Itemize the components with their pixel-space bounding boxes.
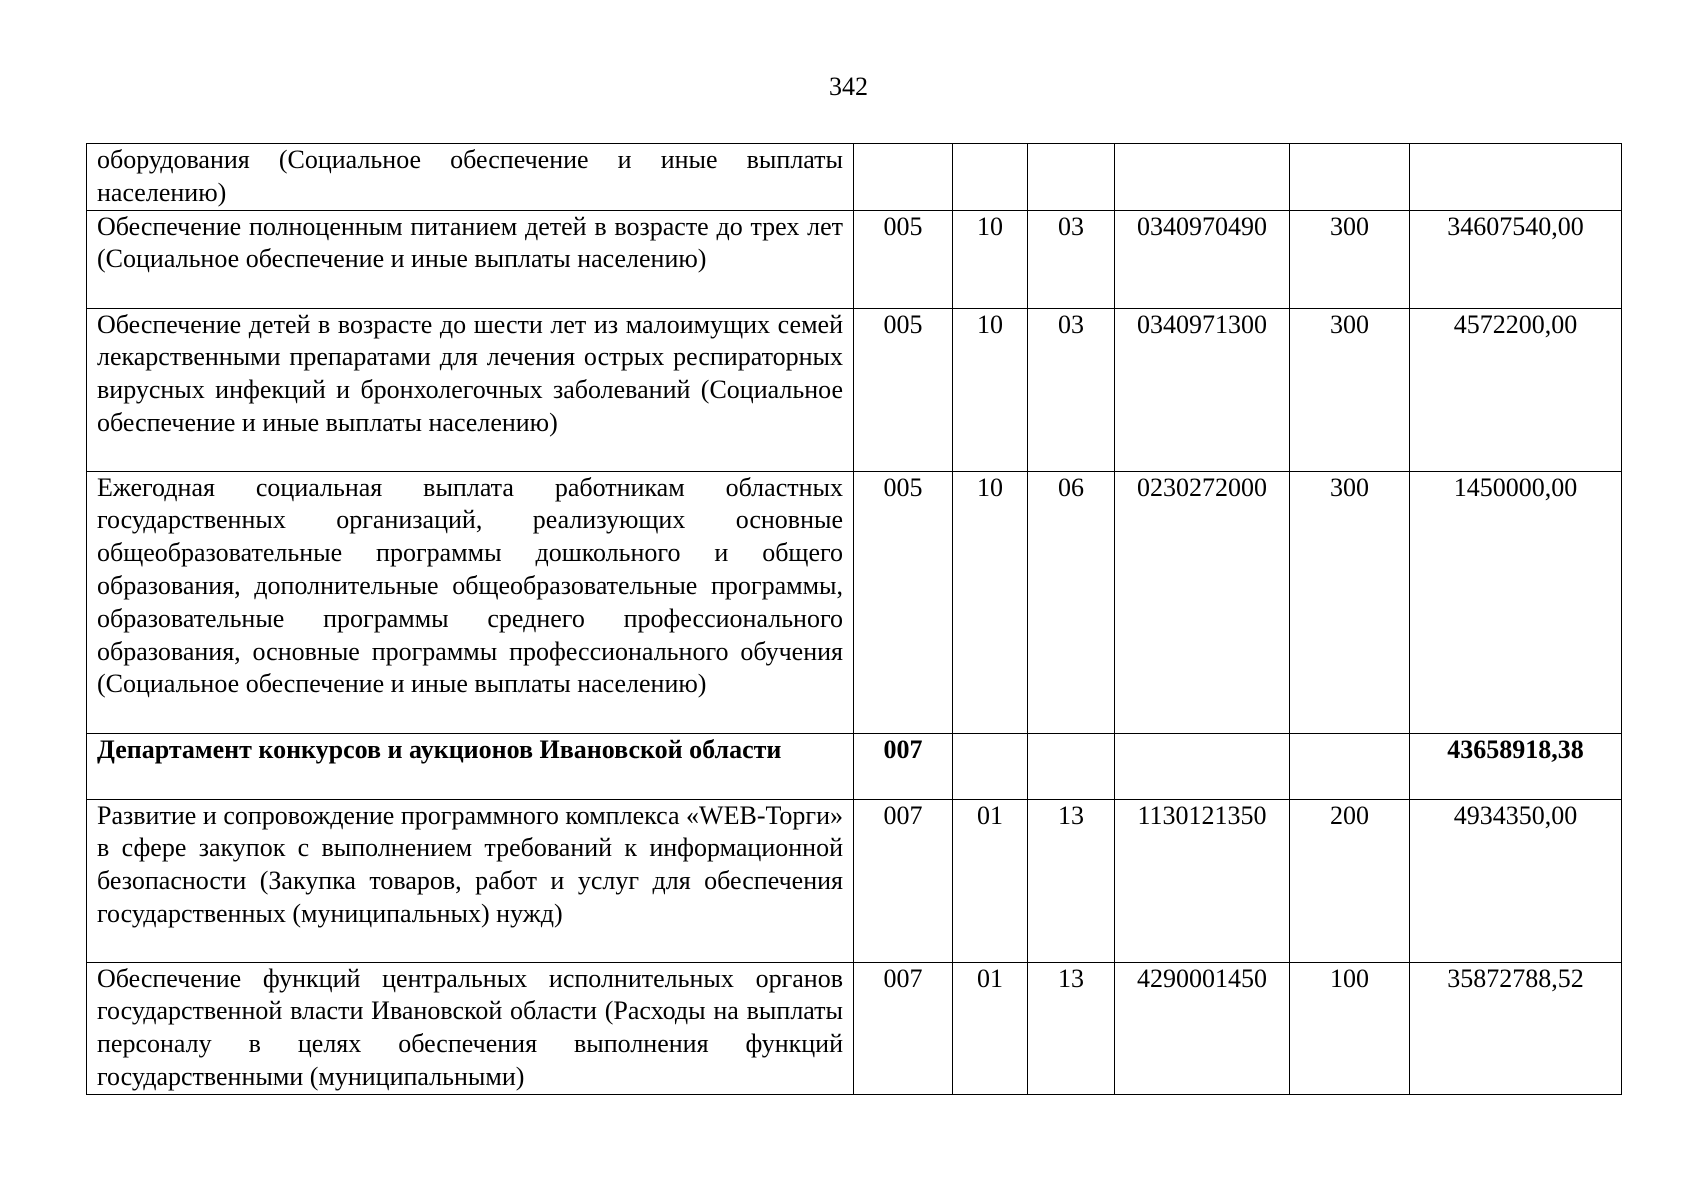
target-article-cell: 0230272000 [1115,471,1290,733]
amount-cell: 4572200,00 [1410,308,1622,471]
page-number: 342 [829,72,868,101]
description-cell: Обеспечение функций центральных исполнительных органов государственной власти Ивановской области (Расходы на выплаты персоналу в целях обеспечения выполнения функций государственными (муниципальными) [87,962,854,1094]
amount-cell: 4934350,00 [1410,799,1622,962]
ministry-code-cell [854,144,953,211]
expense-type-cell: 100 [1290,962,1410,1094]
expense-type-cell: 300 [1290,210,1410,308]
ministry-code-cell: 007 [854,733,953,799]
section-code-cell: 01 [953,962,1028,1094]
table-body [87,144,1622,1095]
ministry-code-cell: 005 [854,210,953,308]
ministry-code-cell: 005 [854,308,953,471]
description-cell: Развитие и сопровождение программного комплекса «WEB-Торги» в сфере закупок с выполнением требований к информационной безопасности (Закупка товаров, работ и услуг для обеспечения государственных (муниципальных) нужд) [87,799,854,962]
target-article-cell [1115,733,1290,799]
subsection-code-cell: 06 [1028,471,1115,733]
budget-table [86,143,1622,1095]
ministry-code-cell: 005 [854,471,953,733]
amount-cell: 43658918,38 [1410,733,1622,799]
expense-type-cell: 200 [1290,799,1410,962]
table-row [87,733,1622,799]
section-code-cell [953,733,1028,799]
amount-cell [1410,144,1622,211]
ministry-code-cell: 007 [854,799,953,962]
ministry-code-cell: 007 [854,962,953,1094]
expense-type-cell: 300 [1290,471,1410,733]
section-code-cell: 01 [953,799,1028,962]
target-article-cell: 0340970490 [1115,210,1290,308]
amount-cell: 35872788,52 [1410,962,1622,1094]
expense-type-cell [1290,144,1410,211]
table-row [87,210,1622,308]
subsection-code-cell: 03 [1028,308,1115,471]
section-code-cell: 10 [953,471,1028,733]
amount-cell: 34607540,00 [1410,210,1622,308]
target-article-cell: 4290001450 [1115,962,1290,1094]
amount-cell: 1450000,00 [1410,471,1622,733]
subsection-code-cell [1028,144,1115,211]
table-row [87,144,1622,211]
section-code-cell: 10 [953,308,1028,471]
section-code-cell [953,144,1028,211]
subsection-code-cell: 13 [1028,799,1115,962]
description-cell: оборудования (Социальное обеспечение и иные выплаты населению) [87,144,854,211]
table-row [87,799,1622,962]
description-cell: Ежегодная социальная выплата работникам областных государственных организаций, реализующих основные общеобразовательные программы дошкольного и общего образования, дополнительные общеобразовательные программы, образовательные программы среднего профессионального образования, основные программы профессионального обучения (Социальное обеспечение и иные выплаты населению) [87,471,854,733]
table-row [87,471,1622,733]
section-code-cell: 10 [953,210,1028,308]
expense-type-cell: 300 [1290,308,1410,471]
table-row [87,308,1622,471]
target-article-cell [1115,144,1290,211]
target-article-cell: 1130121350 [1115,799,1290,962]
description-cell: Обеспечение детей в возрасте до шести лет из малоимущих семей лекарственными препаратами для лечения острых респираторных вирусных инфекций и бронхолегочных заболеваний (Социальное обеспечение и иные выплаты населению) [87,308,854,471]
expense-type-cell [1290,733,1410,799]
subsection-code-cell [1028,733,1115,799]
table-row [87,962,1622,1094]
description-cell: Обеспечение полноценным питанием детей в возрасте до трех лет (Социальное обеспечение и иные выплаты населению) [87,210,854,308]
subsection-code-cell: 13 [1028,962,1115,1094]
description-cell: Департамент конкурсов и аукционов Ивановской области [87,733,854,799]
target-article-cell: 0340971300 [1115,308,1290,471]
subsection-code-cell: 03 [1028,210,1115,308]
